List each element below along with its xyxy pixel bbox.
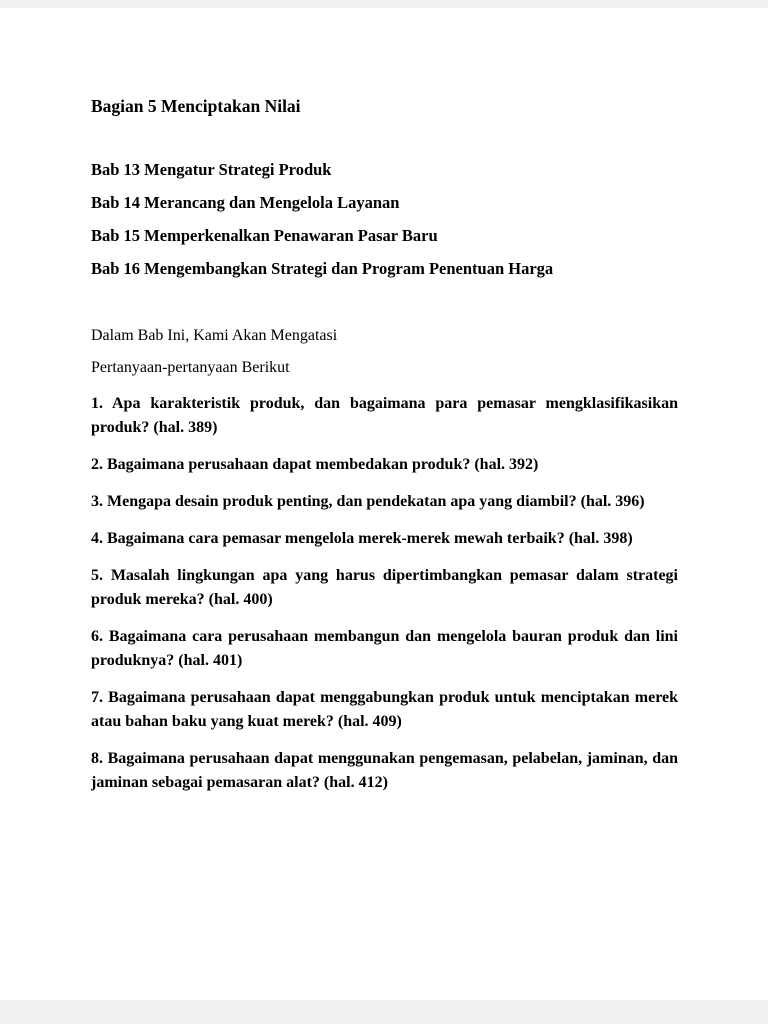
intro-line-1: Dalam Bab Ini, Kami Akan Mengatasi [91,327,338,344]
chapter-heading-bab-15: Bab 15 Memperkenalkan Penawaran Pasar Baru [91,226,438,245]
question-item-5: 5. Masalah lingkungan apa yang harus dipertimbangkan pemasar dalam strategi produk mereka? (hal. 400) [91,567,678,608]
section-title: Bagian 5 Menciptakan Nilai [91,96,301,116]
chapter-heading-bab-14: Bab 14 Merancang dan Mengelola Layanan [91,193,400,212]
question-list [91,392,678,795]
question-item-8: 8. Bagaimana perusahaan dapat menggunakan pengemasan, pelabelan, jaminan, dan jaminan sebagai pemasaran alat? (hal. 412) [91,750,678,791]
question-item-3: 3. Mengapa desain produk penting, dan pendekatan apa yang diambil? (hal. 396) [91,493,645,510]
question-item-1: 1. Apa karakteristik produk, dan bagaimana para pemasar mengklasifikasikan produk? (hal. 389) [91,395,678,436]
chapter-heading-bab-13: Bab 13 Mengatur Strategi Produk [91,160,332,179]
question-item-2: 2. Bagaimana perusahaan dapat membedakan produk? (hal. 392) [91,456,539,473]
intro-block [91,325,678,378]
question-item-7: 7. Bagaimana perusahaan dapat menggabungkan produk untuk menciptakan merek atau bahan baku yang kuat merek? (hal. 409) [91,689,678,730]
question-item-6: 6. Bagaimana cara perusahaan membangun dan mengelola bauran produk dan lini produknya? (hal. 401) [91,628,678,669]
document-page [0,8,768,1000]
question-item-4: 4. Bagaimana cara pemasar mengelola merek-merek mewah terbaik? (hal. 398) [91,530,633,547]
chapter-list [91,159,678,279]
chapter-heading-bab-16: Bab 16 Mengembangkan Strategi dan Program Penentuan Harga [91,259,554,278]
intro-line-2: Pertanyaan-pertanyaan Berikut [91,359,290,376]
